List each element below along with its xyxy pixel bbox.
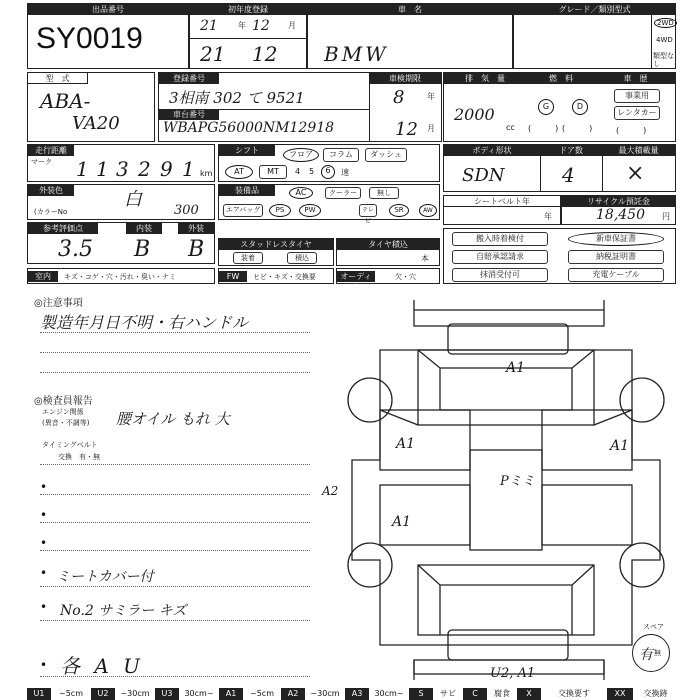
score-value: 3.5: [58, 237, 93, 262]
tire-label: タイヤ積込: [337, 239, 439, 250]
service-3: 抹消受付可: [452, 268, 548, 282]
color-value: 白: [124, 189, 142, 210]
timing-label: タイミングベルト: [42, 441, 98, 449]
mileage-box: [27, 144, 215, 182]
fuel-label: 燃 料: [526, 73, 596, 84]
first-reg-month-unit: 月: [288, 21, 296, 30]
spare-label: スペア: [643, 623, 664, 631]
studless-label: スタッドレスタイヤ: [219, 239, 333, 250]
seatbelt-box: [443, 195, 561, 225]
lot-box: [27, 3, 189, 69]
displacement-label: 排 気 量: [444, 73, 526, 84]
timing-value: 交換 有・無: [58, 453, 100, 461]
first-reg-year-unit: 年: [238, 21, 246, 30]
score-box: [27, 222, 215, 264]
recycle-label: リサイクル預託金: [562, 196, 675, 207]
diagram-center: Pミミ: [500, 474, 535, 489]
interior-notes-box: [27, 268, 215, 284]
first-reg-box: [189, 3, 307, 69]
inspector-line-7: 各 A U: [60, 654, 145, 678]
car-name-label: 車 名: [308, 4, 512, 15]
body-label: ボディ形状: [444, 145, 540, 156]
bullet-1: •: [40, 480, 48, 494]
audio-label: オーディオ: [337, 271, 375, 282]
first-reg-month1: 12: [252, 18, 270, 34]
mileage-digit-1: 1: [76, 157, 89, 181]
inspection-month-unit: 月: [427, 124, 435, 133]
legend-text-a2: ~30cm: [310, 689, 340, 698]
equip-pw: PW: [299, 204, 321, 217]
services-box: [443, 228, 676, 284]
model-label: 型 式: [28, 73, 88, 84]
bullet-6: •: [40, 658, 48, 672]
legend-text-xx: 交換跡: [643, 689, 668, 698]
shift-at: AT: [225, 165, 253, 179]
exterior-value: B: [188, 237, 205, 262]
service-4: 新車保証書: [568, 232, 664, 246]
first-reg-month2: 12: [252, 42, 278, 66]
engine-label-1: エンジン関係: [42, 408, 84, 416]
equipment-box: [218, 184, 440, 225]
model-line2: VA20: [72, 113, 120, 134]
inspection-year: 8: [393, 87, 405, 108]
legend-code-a1: A1: [219, 688, 243, 700]
bullet-5: •: [40, 600, 48, 614]
shift-mt: MT: [259, 165, 287, 179]
history-rental: レンタカー: [614, 106, 660, 120]
spare-circle: [632, 634, 670, 672]
inspector-line-6: No.2 サミラー キズ: [60, 603, 187, 619]
shift-box: [218, 144, 440, 182]
shift-dash: ダッシュ: [365, 148, 407, 162]
recycle-box: [561, 195, 676, 225]
studless-mounted: 装着: [233, 252, 263, 264]
service-2: 自賠承認請求: [452, 250, 548, 264]
color-label: 外装色: [28, 185, 74, 196]
mileage-digit-6: 1: [182, 157, 195, 181]
equip-ac: AC: [289, 187, 313, 199]
service-1: 搬入時着検付: [452, 232, 548, 246]
grade-none: 類型なし: [653, 52, 674, 68]
service-5: 納税証明書: [568, 250, 664, 264]
doors-value: 4: [562, 163, 575, 187]
reg-no-label: 登録番号: [159, 73, 219, 84]
equip-sr: SR: [389, 204, 409, 217]
equip-cooler: クーラー: [325, 187, 361, 199]
legend-text-x: 交換要す: [558, 689, 590, 698]
equip-aw: AW: [419, 204, 437, 217]
diagram-a1-left-rear: A1: [392, 514, 412, 530]
score-label: 参考評価点: [28, 223, 98, 234]
legend-code-x: X: [517, 688, 541, 700]
interior-label: 内装: [126, 223, 162, 234]
body-value: SDN: [462, 165, 505, 186]
mileage-digit-2: 1: [96, 157, 109, 181]
mileage-digit-3: 3: [116, 157, 129, 181]
interior-value: B: [134, 237, 151, 262]
inspector-line-5: ミートカバー付: [56, 569, 154, 585]
engine-spec-box: [443, 72, 676, 142]
car-name-box: [307, 3, 513, 69]
first-reg-era1: 21: [200, 18, 218, 34]
studless-box: [218, 238, 334, 266]
fuel-paren2: ( ): [562, 124, 593, 133]
fw-label: FW: [219, 271, 247, 282]
legend-text-a3: 30cm~: [374, 689, 404, 698]
equip-none: 無し: [369, 187, 399, 199]
engine-note: 腰オイル もれ 大: [116, 410, 230, 428]
legend-code-u3: U3: [155, 688, 179, 700]
diagram-u2a1: U2, A1: [490, 666, 536, 681]
interior-notes-value: キズ・コゲ・穴・汚れ・臭い・ナミ: [64, 273, 176, 281]
fuel-paren1: ( ): [528, 124, 559, 133]
mileage-mark: マーク: [31, 158, 52, 166]
engine-label-2: (異音・不調等): [42, 419, 90, 427]
reg-no-value: 3相南 302 て 9521: [169, 89, 305, 107]
legend-text-u3: 30cm~: [184, 689, 214, 698]
shift-floor: フロア: [283, 148, 319, 162]
displacement-unit: cc: [506, 123, 515, 132]
mileage-unit: km: [200, 169, 213, 178]
history-label: 車 歴: [596, 73, 675, 84]
shift-gear-5: 5: [309, 167, 315, 176]
model-line1: ABA-: [40, 89, 91, 113]
color-sub: (カラーNo: [34, 208, 68, 216]
diagram-a1-left-front: A1: [396, 436, 416, 452]
legend-code-a3: A3: [345, 688, 369, 700]
bullet-4: •: [40, 566, 48, 580]
legend-text-a1: ~5cm: [250, 689, 274, 698]
grade-label: グレード／類別型式: [514, 4, 675, 15]
legend-text-u2: ~30cm: [120, 689, 150, 698]
fuel-g: G: [538, 99, 554, 115]
diagram-a1-roof: A1: [506, 360, 526, 376]
fuel-d: D: [572, 99, 588, 115]
grade-2wd: 2WD: [654, 18, 677, 28]
first-reg-label: 初年度登録: [190, 4, 306, 15]
legend-text-c: 腐食: [494, 689, 510, 698]
legend-code-s: S: [409, 688, 433, 700]
fw-value: ヒビ・キズ・交換要: [253, 273, 316, 281]
notes-text: 製造年月日不明・右ハンドル: [40, 313, 249, 332]
spare-value: 有: [639, 647, 653, 663]
doors-label: ドア数: [540, 145, 602, 156]
legend-code-u1: U1: [27, 688, 51, 700]
tire-box: [336, 238, 440, 266]
capacity-value: ×: [626, 161, 645, 186]
capacity-label: 最大積載量: [602, 145, 675, 156]
service-6: 充電ケーブル: [568, 268, 664, 282]
chassis-label: 車台番号: [159, 109, 219, 120]
notes-title: ◎注意事項: [34, 298, 83, 309]
legend-code-a2: A2: [281, 688, 305, 700]
color-box: [27, 184, 215, 220]
mileage-label: 走行距離: [28, 145, 74, 156]
recycle-unit: 円: [662, 212, 670, 221]
audio-box: [336, 268, 440, 292]
shift-label: シフト: [219, 145, 275, 156]
equip-airbag: エアバッグ: [223, 204, 263, 217]
seatbelt-label: シートベルト年: [444, 196, 560, 207]
recycle-value: 18,450: [596, 207, 645, 223]
history-commercial: 事業用: [614, 89, 660, 103]
inspection-year-unit: 年: [427, 92, 435, 101]
interior-notes-label: 室内: [28, 271, 58, 282]
legend-code-u2: U2: [91, 688, 115, 700]
legend-text-u1: ~5cm: [59, 689, 83, 698]
model-box: [27, 72, 155, 142]
car-name-value: BMW: [324, 42, 389, 66]
grade-box: [513, 3, 676, 69]
first-reg-era2: 21: [200, 42, 226, 66]
inspection-label: 車検期限: [369, 73, 441, 84]
lot-label: 出品番号: [28, 4, 188, 15]
reg-box: [158, 72, 442, 142]
legend-text-s: サビ: [440, 689, 456, 698]
color-code: 300: [174, 203, 199, 218]
diagram-a1-right-front: A1: [610, 438, 630, 454]
chassis-value: WBAPG56000NM12918: [163, 120, 335, 136]
inspection-month: 12: [395, 119, 418, 140]
legend-code-c: C: [463, 688, 487, 700]
body-box: [443, 144, 676, 192]
mileage-digit-5: 9: [160, 157, 173, 181]
seatbelt-unit: 年: [544, 212, 552, 221]
equip-tv: テレビ: [359, 204, 377, 217]
audio-value: 欠・穴: [395, 273, 416, 281]
equipment-label: 装備品: [219, 185, 275, 196]
grade-4wd: 4WD: [656, 36, 673, 44]
shift-column: コラム: [323, 148, 359, 162]
shift-gear-6: 6: [321, 165, 335, 179]
inspector-title: ◎検査員報告: [34, 396, 93, 407]
fw-box: [218, 268, 334, 284]
diagram-a2: A2: [322, 484, 339, 498]
studless-loaded: 積込: [287, 252, 317, 264]
shift-gear-4: 4: [295, 167, 301, 176]
lot-number: SY0019: [36, 22, 143, 55]
bullet-3: •: [40, 536, 48, 550]
bullet-2: •: [40, 508, 48, 522]
displacement-value: 2000: [454, 105, 495, 124]
mileage-digit-4: 2: [138, 157, 151, 181]
legend-code-xx: XX: [607, 688, 633, 700]
exterior-label: 外装: [178, 223, 214, 234]
tire-unit: 本: [421, 254, 429, 263]
history-paren: ( ): [616, 126, 647, 135]
equip-ps: PS: [269, 204, 291, 217]
shift-gear-unit: 速: [341, 168, 349, 177]
car-diagram: [320, 300, 690, 690]
spare-alt: 無: [654, 649, 661, 657]
